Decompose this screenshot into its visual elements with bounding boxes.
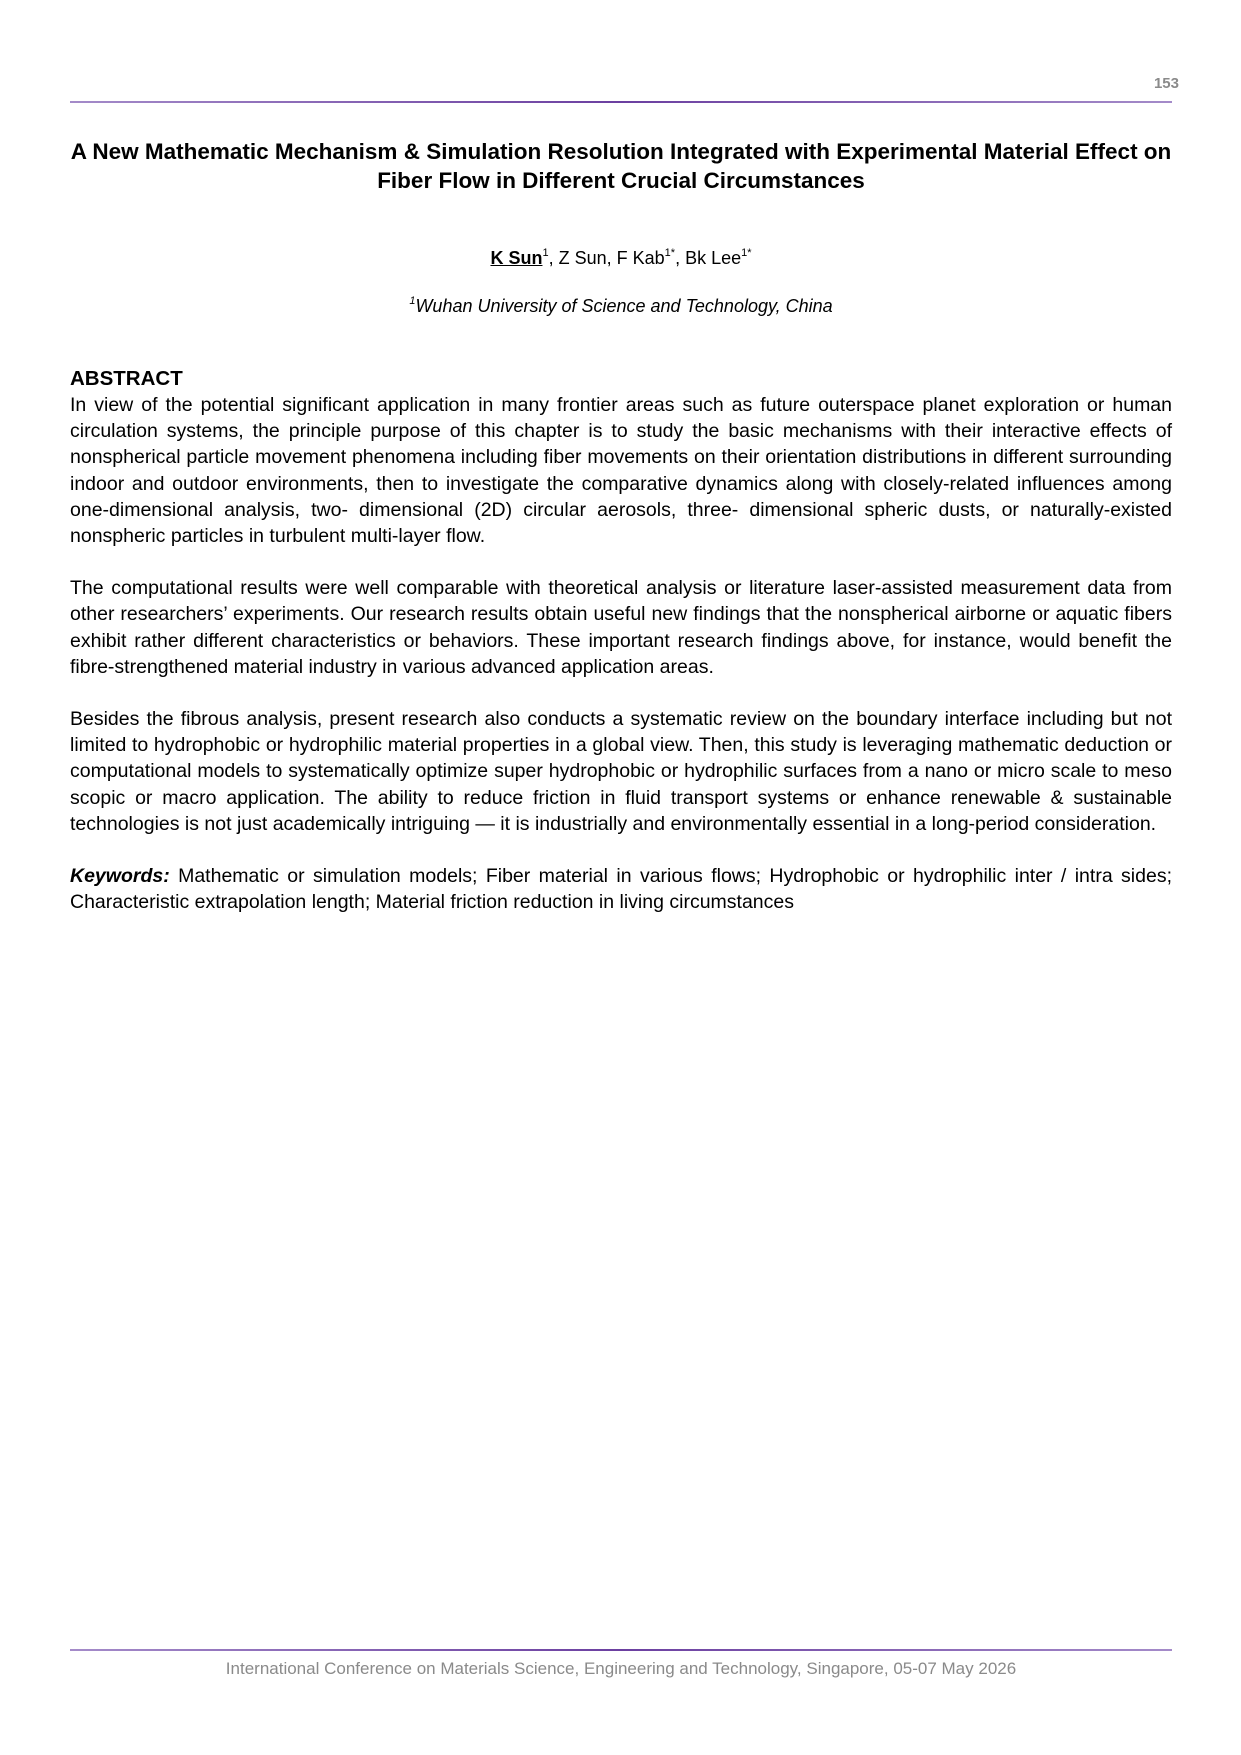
footer-text: International Conference on Materials Science, Engineering and Technology, Singapore, 05-07 May 2026: [225, 1659, 1017, 1678]
page-number: 153: [1153, 75, 1179, 92]
abstract-heading: ABSTRACT: [70, 367, 183, 390]
author-name: K Sun: [490, 248, 543, 268]
author-list: [70, 248, 1172, 269]
abstract-paragraph: Besides the fibrous analysis, present research also conducts a systematic review on the boundary interface including but not limited to hydrophobic or hydrophilic material properties in a global view. Then, this study is leveraging mathematic deduction or computational models to systematically optimize super hydrophobic or hydrophilic surfaces from a nano or micro scale to meso scopic or macro application. The ability to reduce friction in fluid transport systems or enhance renewable & sustainable technologies is not just academically intriguing — it is industrially and environmentally essential in a long-period consideration.: [70, 708, 1172, 835]
keywords: [70, 863, 1172, 915]
abstract-paragraph: The computational results were well comparable with theoretical analysis or literature laser-assisted measurement data from other researchers’ experiments. Our research results obtain useful new findings that the nonspherical airborne or aquatic fibers exhibit rather different characteristics or behaviors. These important research findings above, for instance, would benefit the fibre-strengthened material industry in various advanced application areas.: [70, 577, 1172, 678]
header-divider: [70, 101, 1172, 103]
footer-divider: [70, 1649, 1172, 1651]
keywords-label: Keywords:: [70, 865, 170, 888]
author-affiliation-mark: 1: [542, 247, 549, 259]
author-affiliation-mark: 1*: [664, 247, 676, 259]
affiliation: [70, 296, 1172, 317]
author-name: , Z Sun, F Kab: [548, 248, 665, 268]
abstract-section: [70, 366, 1172, 941]
abstract-paragraph: In view of the potential significant application in many frontier areas such as future outerspace planet exploration or human circulation systems, the principle purpose of this chapter is to study the basic mechanisms with their interactive effects of nonspherical particle movement phenomena including fiber movements on their orientation distributions in different surrounding indoor and outdoor environments, then to investigate the comparative dynamics along with closely-related influences among one-dimensional analysis, two- dimensional (2D) circular aerosols, three- dimensional spheric dusts, or naturally-existed nonspheric particles in turbulent multi-layer flow.: [70, 394, 1172, 548]
keywords-text: Mathematic or simulation models; Fiber material in various flows; Hydrophobic or hydrophilic inter / intra sides; Characteristic extrapolation length; Material friction reduction in living circumstances: [70, 865, 1172, 914]
author-affiliation-mark: 1*: [741, 247, 752, 259]
author-name: , Bk Lee: [675, 248, 742, 268]
affiliation-mark: 1: [409, 295, 416, 307]
paper-title: A New Mathematic Mechanism & Simulation Resolution Integrated with Experimental Material Effect on Fiber Flow in Different Crucial Circumstances: [70, 139, 1172, 193]
affiliation-text: Wuhan University of Science and Technology, China: [415, 296, 833, 316]
